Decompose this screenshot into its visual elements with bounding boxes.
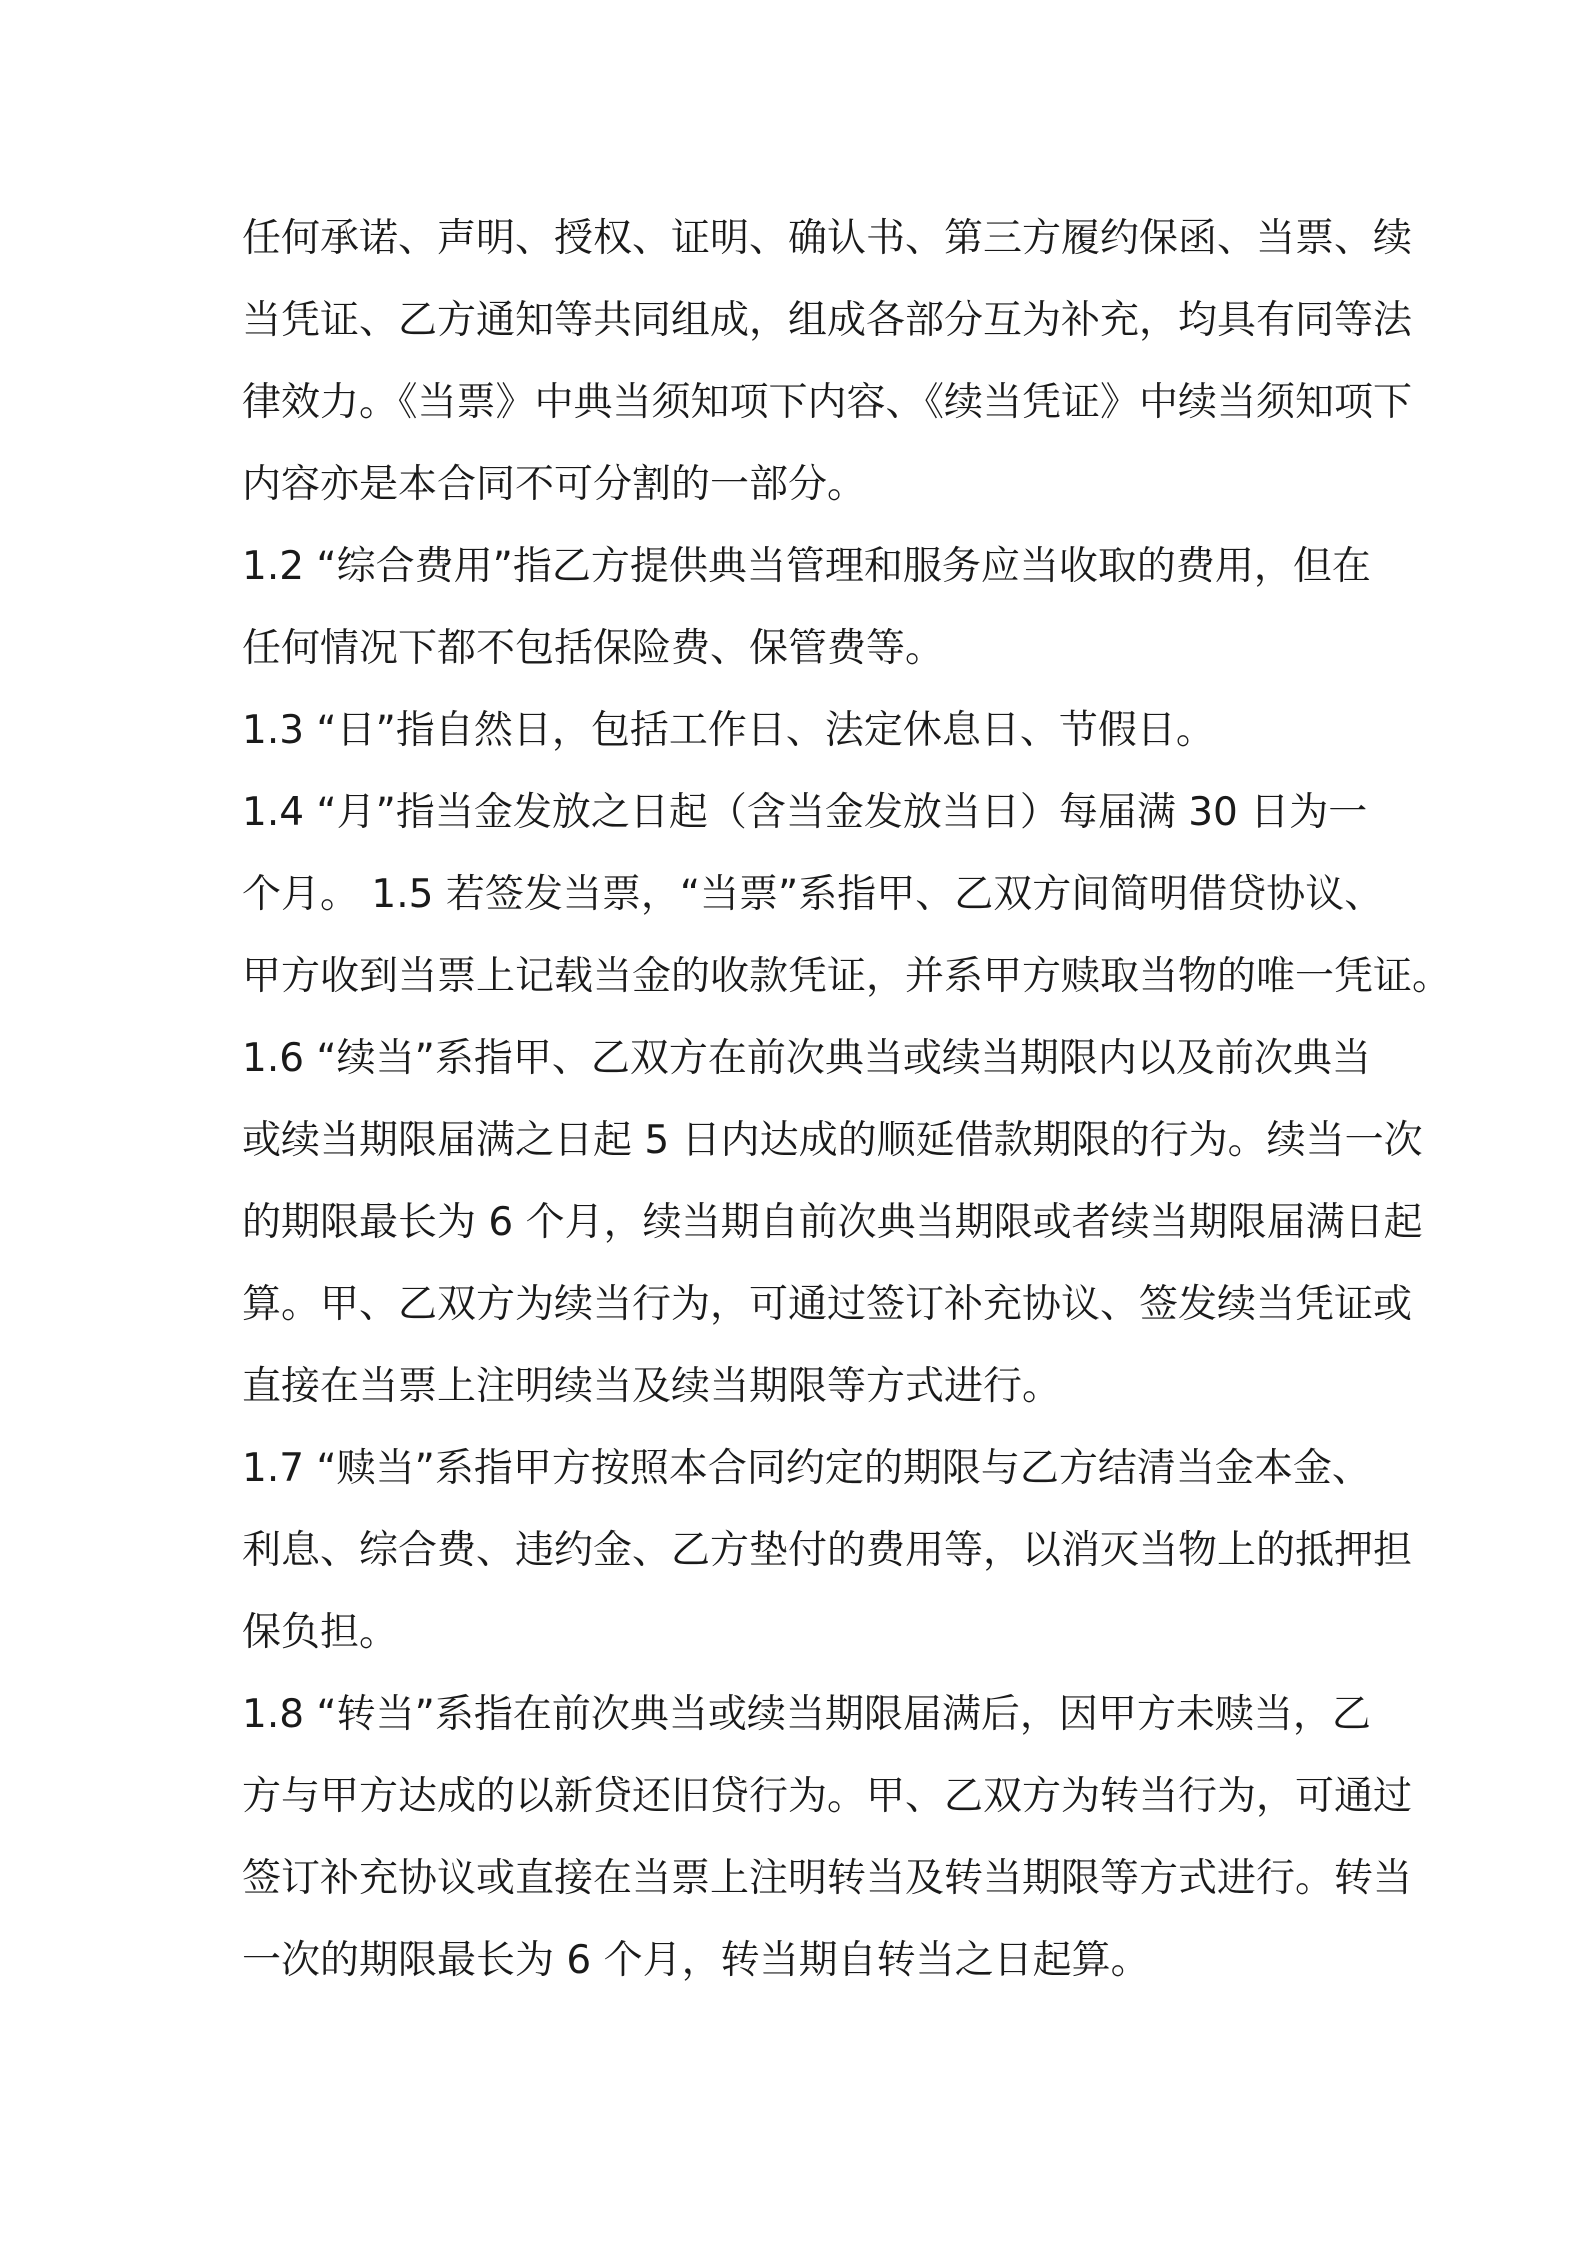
text-line: 方与甲方达成的以新贷还旧贷行为。甲、乙双方为转当行为，可通过 [242, 1774, 1413, 1819]
clause-1-6-line: 1.6 “续当”系指甲、乙双方在前次典当或续当期限内以及前次典当 [242, 1036, 1371, 1081]
text-line: 内容亦是本合同不可分割的一部分。 [242, 462, 867, 507]
text-line: 任何情况下都不包括保险费、保管费等。 [242, 626, 945, 671]
contract-text-body [242, 198, 1452, 2002]
text-line: 或续当期限届满之日起 5 日内达成的顺延借款期限的行为。续当一次 [242, 1118, 1423, 1163]
text-line: 保负担。 [242, 1610, 399, 1655]
clause-1-5-line: 个月。 1.5 若签发当票，“当票”系指甲、乙双方间简明借贷协议、 [242, 872, 1384, 917]
clause-1-3-line: 1.3 “日”指自然日，包括工作日、法定休息日、节假日。 [242, 708, 1215, 753]
text-line: 一次的期限最长为 6 个月，转当期自转当之日起算。 [242, 1938, 1150, 1983]
text-line: 算。甲、乙双方为续当行为，可通过签订补充协议、签发续当凭证或 [242, 1282, 1413, 1327]
text-line: 当凭证、乙方通知等共同组成，组成各部分互为补充，均具有同等法 [242, 298, 1413, 343]
text-line: 直接在当票上注明续当及续当期限等方式进行。 [242, 1364, 1062, 1409]
text-line: 的期限最长为 6 个月，续当期自前次典当期限或者续当期限届满日起 [242, 1200, 1423, 1245]
clause-1-7-line: 1.7 “赎当”系指甲方按照本合同约定的期限与乙方结清当金本金、 [242, 1446, 1371, 1491]
text-line: 利息、综合费、违约金、乙方垫付的费用等，以消灭当物上的抵押担 [242, 1528, 1413, 1573]
clause-1-2-line: 1.2 “综合费用”指乙方提供典当管理和服务应当收取的费用，但在 [242, 544, 1371, 589]
clause-1-4-line: 1.4 “月”指当金发放之日起（含当金发放当日）每届满 30 日为一 [242, 790, 1368, 835]
clause-1-8-line: 1.8 “转当”系指在前次典当或续当期限届满后，因甲方未赎当，乙 [242, 1692, 1371, 1737]
text-line: 甲方收到当票上记载当金的收款凭证，并系甲方赎取当物的唯一凭证。 [242, 954, 1452, 999]
text-line: 任何承诺、声明、授权、证明、确认书、第三方履约保函、当票、续 [242, 216, 1413, 261]
text-line: 签订补充协议或直接在当票上注明转当及转当期限等方式进行。转当 [242, 1856, 1413, 1901]
text-line: 律效力。《当票》中典当须知项下内容、《续当凭证》中续当须知项下 [242, 380, 1413, 425]
